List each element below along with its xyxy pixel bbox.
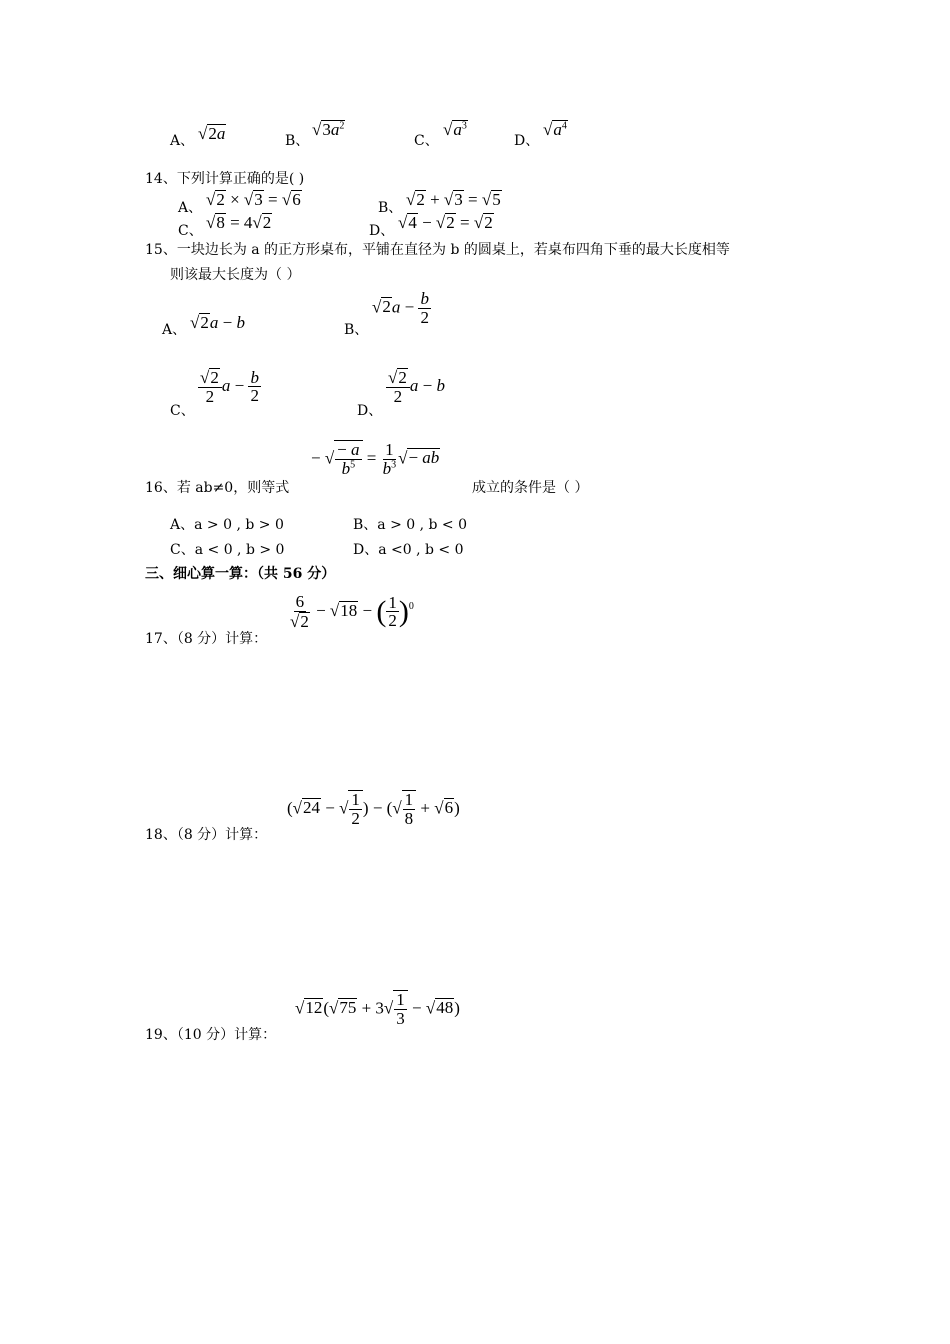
q17-expr: $\frac{6}{√2}$ − √18 − ( $\frac{1}{2}$ )$^0$ — [290, 592, 414, 631]
q14-stem: 14、下列计算正确的是( ) — [145, 171, 305, 187]
q15-option-d-expr: $\frac{√2}{2}$ a − b — [388, 368, 445, 406]
q18-expr: (√24 − √ $\frac{1}{2}$ ) − (√ $\frac{1}{8}$ + √6) — [287, 790, 460, 828]
q16-option-c: C、a < 0 , b > 0 — [170, 542, 285, 558]
q15-stem-line1: 15、一块边长为 a 的正方形桌布，平铺在直径为 b 的圆桌上，若桌布四角下垂的最大长度相等 — [145, 242, 730, 258]
q14-option-d-label: D、 — [369, 223, 395, 239]
q15-option-c-expr: $\frac{√2}{2}$ a − $\frac{b}{2}$ — [200, 367, 259, 406]
q14-option-b-label: B、 — [378, 200, 403, 216]
q15-option-c-label: C、 — [170, 403, 195, 419]
q14-option-a-expr: √2 × √3 = √6 — [206, 190, 301, 209]
q13-option-c-label: C、 — [414, 133, 439, 149]
q15-stem-line2: 则该最大长度为（ ） — [170, 267, 301, 283]
q15-option-a-label: A、 — [162, 322, 187, 338]
q16-option-b: B、a > 0 , b < 0 — [353, 517, 468, 533]
q13-option-b-expr: $√3a^2$ — [312, 120, 345, 139]
q15-option-b-expr: √2a − $\frac{b}{2}$ — [372, 289, 429, 327]
q16-equation: − √ $\frac{- a}{b^5}$ = $\frac{1}{b^3}$ √− ab — [311, 440, 440, 478]
q13-option-a-expr: √2a — [198, 124, 226, 143]
section3-title: 三、细心算一算：（共 56 分） — [145, 566, 336, 582]
q14-option-c-label: C、 — [178, 223, 203, 239]
q13-option-c-expr: $√a^3$ — [443, 120, 467, 139]
q16-stem-suffix: 成立的条件是（ ） — [472, 480, 589, 496]
q15-option-a-expr: √2a − b — [190, 313, 245, 332]
q14-option-c-expr: √8 = 4√2 — [206, 213, 272, 232]
q13-option-b-label: B、 — [285, 133, 310, 149]
q19-expr: √12(√75 + 3√ $\frac{1}{3}$ − √48) — [295, 990, 460, 1028]
q13-option-d-expr: $√a^4$ — [543, 120, 567, 139]
q16-option-a: A、a > 0 , b > 0 — [170, 517, 284, 533]
q13-option-d-label: D、 — [514, 133, 540, 149]
q15-option-b-label: B、 — [344, 322, 369, 338]
q17-stem: 17、（8 分）计算： — [145, 631, 268, 647]
q14-option-a-label: A、 — [178, 200, 203, 216]
q18-stem: 18、（8 分）计算： — [145, 827, 268, 843]
q14-option-b-expr: √2 + √3 = √5 — [406, 190, 501, 209]
q15-option-d-label: D、 — [357, 403, 383, 419]
q13-option-a-label: A、 — [170, 133, 195, 149]
q14-option-d-expr: √4 − √2 = √2 — [398, 213, 493, 232]
q16-option-d: D、a <0 , b < 0 — [353, 542, 464, 558]
q16-stem-prefix: 16、若 ab≠0，则等式 — [145, 480, 290, 496]
q19-stem: 19、（10 分）计算： — [145, 1027, 277, 1043]
